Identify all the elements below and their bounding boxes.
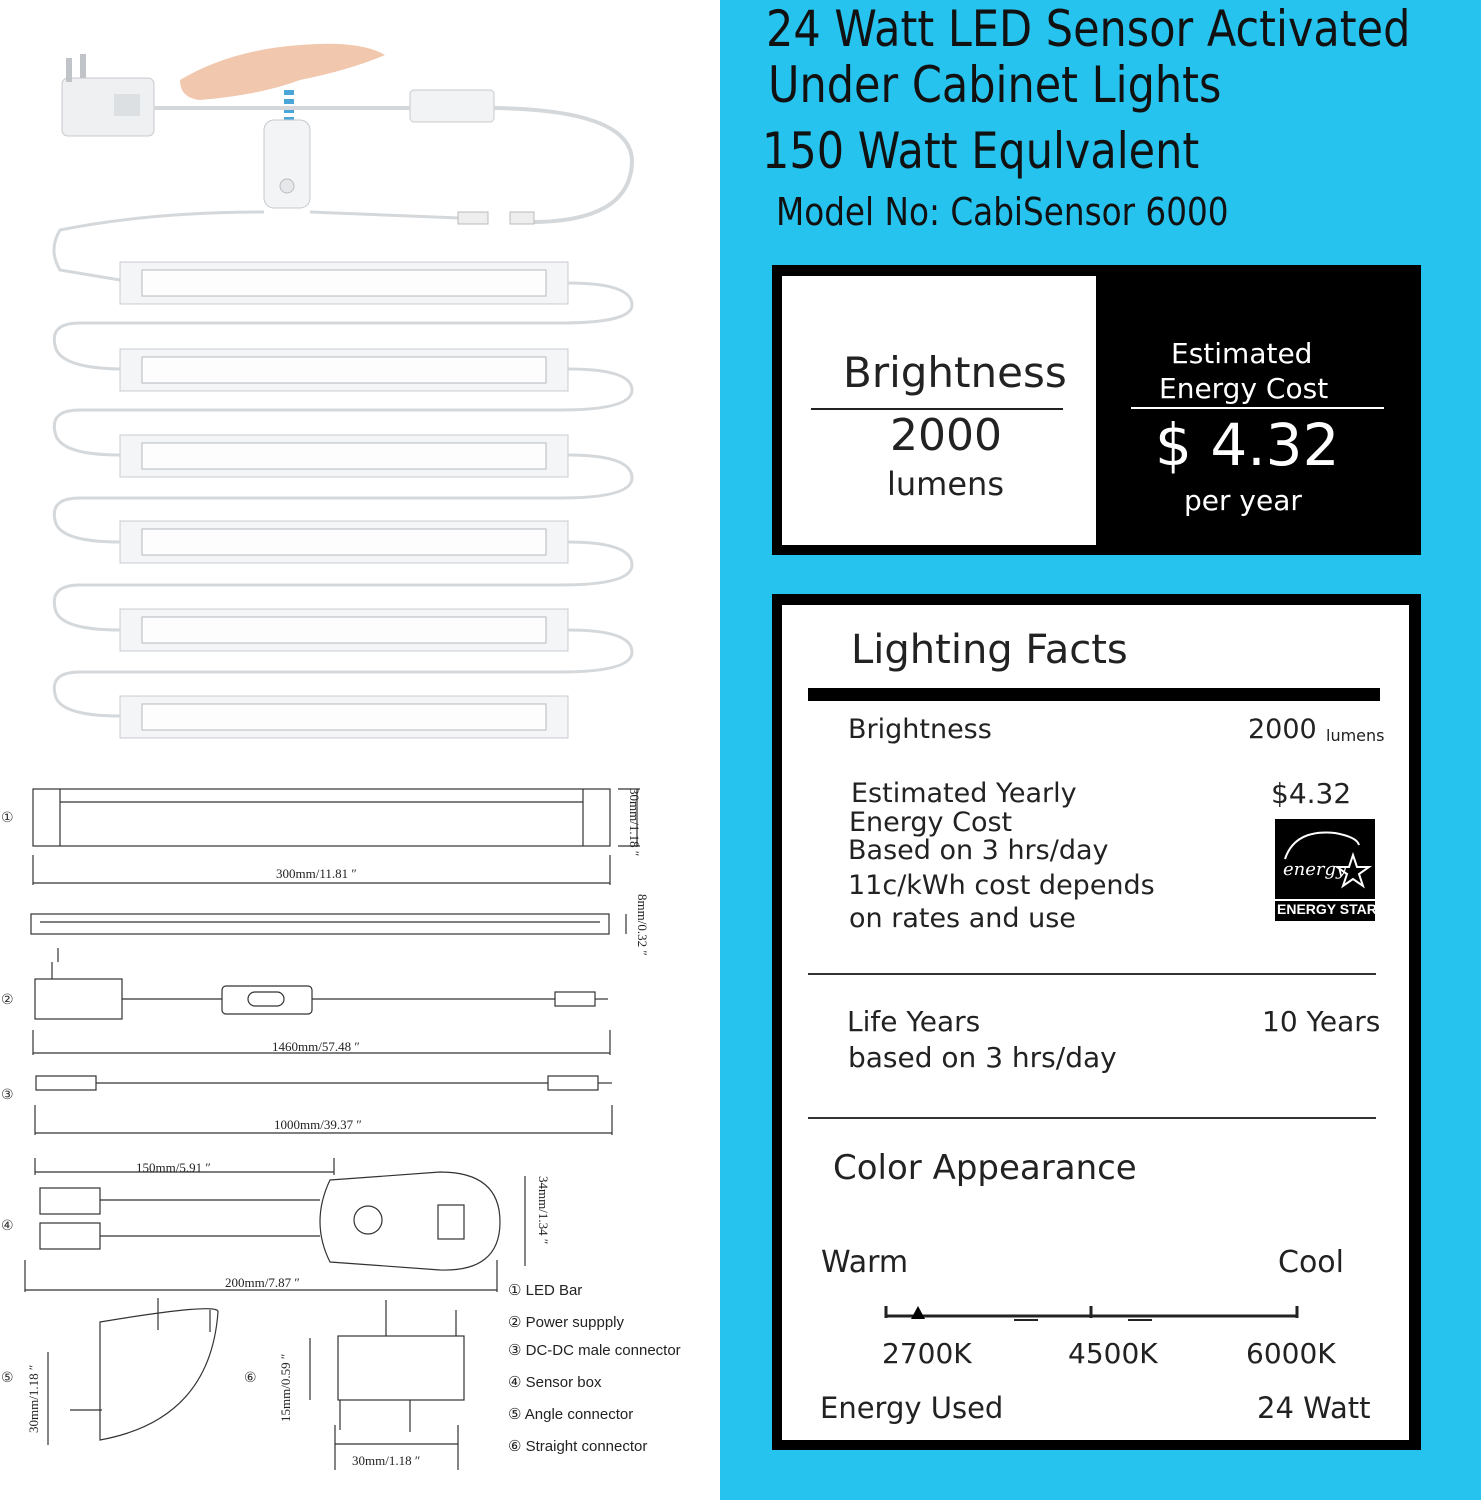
facts-title: Lighting Facts [851, 627, 1128, 673]
energy-used-label: Energy Used [820, 1391, 1004, 1425]
summary-brightness-value: 2000 [890, 410, 1002, 461]
facts-brightness-value: 2000 [1248, 714, 1317, 745]
legend-sensor-box: ④ Sensor box [508, 1374, 602, 1391]
dim-sensor-height: 34mm/1.34 ″ [536, 1176, 551, 1245]
title-line-3: 150 Watt Equlvalent [762, 122, 1200, 180]
marker-3: ③ [1, 1087, 14, 1103]
facts-life-value: 10 Years [1262, 1005, 1381, 1038]
summary-cost-rule [1131, 407, 1384, 409]
summary-cost-unit: per year [1184, 484, 1302, 517]
dim-cable-length: 1000mm/39.37 ″ [274, 1117, 362, 1132]
legend-straight-connector: ⑥ Straight connector [508, 1438, 648, 1455]
marker-5: ⑤ [1, 1370, 14, 1386]
scale-6000k: 6000K [1246, 1337, 1336, 1370]
energy-star-script: energy [1283, 859, 1347, 880]
scale-2700k: 2700K [882, 1337, 972, 1370]
facts-cost-value: $4.32 [1271, 777, 1352, 810]
summary-cost-value: $ 4.32 [1155, 411, 1340, 479]
dim-bar-thickness: 8mm/0.32 ″ [635, 894, 650, 956]
inline-switch-photo [410, 90, 494, 122]
energy-star-logo [1275, 819, 1375, 921]
title-line-2: Under Cabinet Lights [768, 56, 1222, 114]
facts-brightness-unit: lumens [1326, 726, 1385, 745]
dim-bar-length: 300mm/11.81 ″ [276, 866, 357, 881]
color-appearance-title: Color Appearance [833, 1148, 1137, 1188]
product-diagram [0, 0, 720, 1500]
summary-brightness-label: Brightness [843, 348, 1067, 397]
color-temp-marker [911, 1306, 925, 1319]
facts-rule-1 [808, 973, 1376, 975]
marker-2: ② [1, 992, 14, 1008]
sensor-box-photo [264, 120, 310, 208]
color-temp-scale [880, 1300, 1304, 1340]
dim-sensor-lead: 150mm/5.91 ″ [136, 1160, 211, 1175]
hand-photo [180, 44, 385, 100]
legend-led-bar: ① LED Bar [508, 1282, 583, 1299]
energy-used-value: 24 Watt [1257, 1391, 1371, 1425]
facts-cost-line-5: on rates and use [849, 903, 1076, 934]
facts-cost-line-4: 11c/kWh cost depends [848, 870, 1155, 901]
color-cool-label: Cool [1278, 1245, 1344, 1280]
legend-power-supply: ② Power suppply [508, 1314, 625, 1331]
facts-life-label: Life Years [847, 1005, 981, 1038]
dim-straight-height: 15mm/0.59 ″ [278, 1353, 293, 1422]
summary-cost-label-2: Energy Cost [1159, 372, 1329, 405]
dim-angle: 30mm/1.18 ″ [26, 1364, 41, 1433]
facts-title-rule [808, 688, 1380, 701]
marker-6: ⑥ [244, 1370, 257, 1386]
dim-power-length: 1460mm/57.48 ″ [272, 1039, 360, 1054]
marker-1: ① [1, 810, 14, 826]
dim-bar-height: 30mm/1.18 ″ [627, 788, 642, 857]
summary-cost-label-1: Estimated [1171, 337, 1313, 370]
dim-straight-width: 30mm/1.18 ″ [352, 1453, 421, 1468]
facts-cost-line-2: Energy Cost [849, 807, 1013, 838]
title-line-1: 24 Watt LED Sensor Activated [766, 0, 1411, 58]
legend-angle-connector: ⑤ Angle connector [508, 1406, 634, 1423]
power-adapter-photo [62, 54, 154, 136]
energy-star-icon [1275, 819, 1375, 899]
facts-cost-line-3: Based on 3 hrs/day [848, 835, 1109, 866]
color-warm-label: Warm [821, 1245, 909, 1280]
product-illustration-panel [0, 0, 720, 1500]
scale-4500k: 4500K [1068, 1337, 1158, 1370]
facts-life-sub: based on 3 hrs/day [848, 1041, 1117, 1074]
led-bars-photo [54, 262, 632, 738]
facts-cost-line-1: Estimated Yearly [851, 778, 1077, 809]
energy-star-label: ENERGY STAR [1277, 901, 1377, 917]
marker-4: ④ [1, 1218, 14, 1234]
summary-brightness-unit: lumens [887, 465, 1004, 503]
facts-brightness-label: Brightness [848, 714, 992, 745]
dim-sensor-total: 200mm/7.87 ″ [225, 1275, 300, 1290]
legend-dc-connector: ③ DC-DC male connector [508, 1342, 681, 1359]
facts-rule-2 [808, 1117, 1376, 1119]
model-number: Model No: CabiSensor 6000 [776, 190, 1229, 234]
